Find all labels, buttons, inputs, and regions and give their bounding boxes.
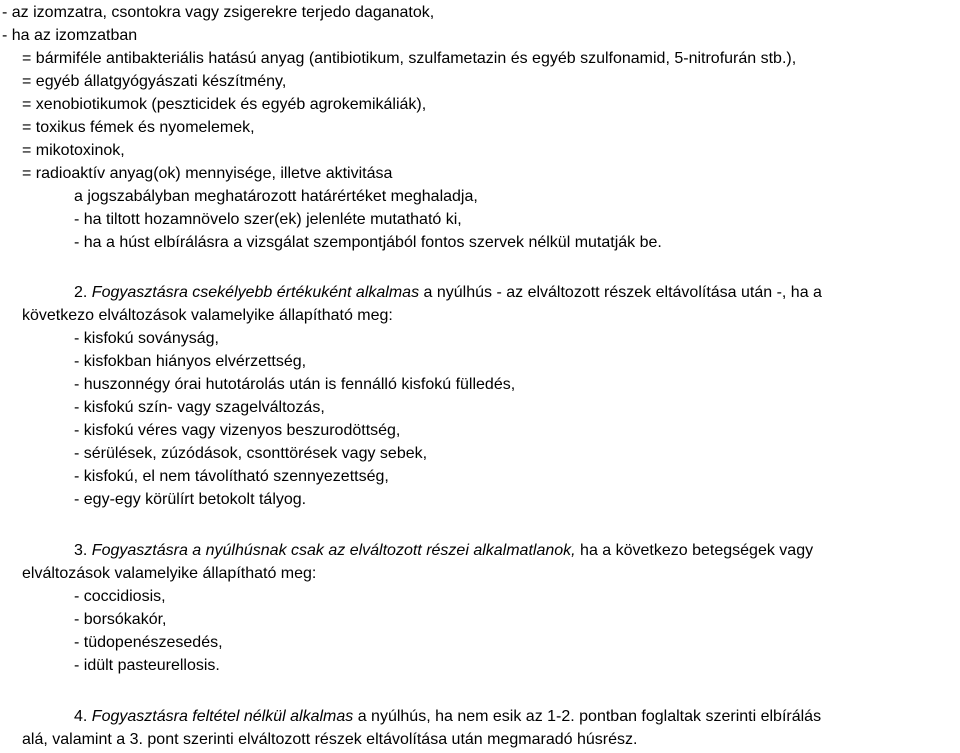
- section-lead-text: a nyúlhús - az elváltozott részek eltávolítása után -, ha a: [419, 284, 822, 301]
- list-item: - sérülések, zúzódások, csonttörések vagy sebek,: [74, 445, 428, 462]
- text-line: alá, valamint a 3. pont szerinti elváltozott részek eltávolítása után megmaradó húsrész.: [22, 731, 638, 748]
- list-item: - kisfokban hiányos elvérzettség,: [74, 353, 307, 370]
- text-line: = radioaktív anyag(ok) mennyisége, illetve aktivitása: [22, 165, 393, 182]
- section-lead-text: a nyúlhús, ha nem esik az 1-2. pontban foglaltak szerinti elbírálás: [353, 708, 822, 725]
- section-4-heading-line: [74, 707, 821, 726]
- text-line: - ha a húst elbírálásra a vizsgálat szempontjából fontos szervek nélkül mutatják be.: [74, 234, 662, 251]
- section-lead-text: ha a következo betegségek vagy: [575, 542, 814, 559]
- section-lead-italic: Fogyasztásra csekélyebb értékuként alkalmas: [91, 284, 420, 301]
- text-line: a jogszabályban meghatározott határértéket meghaladja,: [74, 188, 478, 205]
- text-line: = mikotoxinok,: [22, 142, 125, 159]
- list-item: - huszonnégy órai hutotárolás után is fennálló kisfokú fülledés,: [74, 376, 516, 393]
- section-number: 3.: [74, 542, 92, 559]
- text-line: - ha az izomzatban: [2, 27, 138, 44]
- text-line: = xenobiotikumok (peszticidek és egyéb agrokemikáliák),: [22, 96, 427, 113]
- section-number: 2.: [74, 284, 92, 301]
- text-line: elváltozások valamelyike állapítható meg:: [22, 565, 317, 582]
- list-item: - tüdopenészesedés,: [74, 634, 223, 651]
- list-item: - idült pasteurellosis.: [74, 657, 220, 674]
- section-number: 4.: [74, 708, 92, 725]
- text-line: = bármiféle antibakteriális hatású anyag (antibiotikum, szulfametazin és egyéb szulfonamid, 5-nitrofurán stb.),: [22, 50, 797, 67]
- text-line: = toxikus fémek és nyomelemek,: [22, 119, 255, 136]
- text-line: következo elváltozások valamelyike állapítható meg:: [22, 307, 393, 324]
- section-2-heading-line: [74, 283, 822, 302]
- list-item: - egy-egy körülírt betokolt tályog.: [74, 491, 307, 508]
- list-item: - borsókakór,: [74, 611, 167, 628]
- text-line: = egyéb állatgyógyászati készítmény,: [22, 73, 287, 90]
- list-item: - kisfokú szín- vagy szagelváltozás,: [74, 399, 325, 416]
- section-lead-italic: Fogyasztásra a nyúlhúsnak csak az elváltozott részei alkalmatlanok,: [91, 542, 576, 559]
- section-3-heading-line: [74, 541, 813, 560]
- list-item: - coccidiosis,: [74, 588, 166, 605]
- text-line: - az izomzatra, csontokra vagy zsigerekre terjedo daganatok,: [2, 4, 435, 21]
- list-item: - kisfokú, el nem távolítható szennyezettség,: [74, 468, 389, 485]
- section-lead-italic: Fogyasztásra feltétel nélkül alkalmas: [91, 708, 354, 725]
- text-line: - ha tiltott hozamnövelo szer(ek) jelenléte mutatható ki,: [74, 211, 462, 228]
- list-item: - kisfokú véres vagy vizenyos beszurodöttség,: [74, 422, 401, 439]
- list-item: - kisfokú soványság,: [74, 330, 219, 347]
